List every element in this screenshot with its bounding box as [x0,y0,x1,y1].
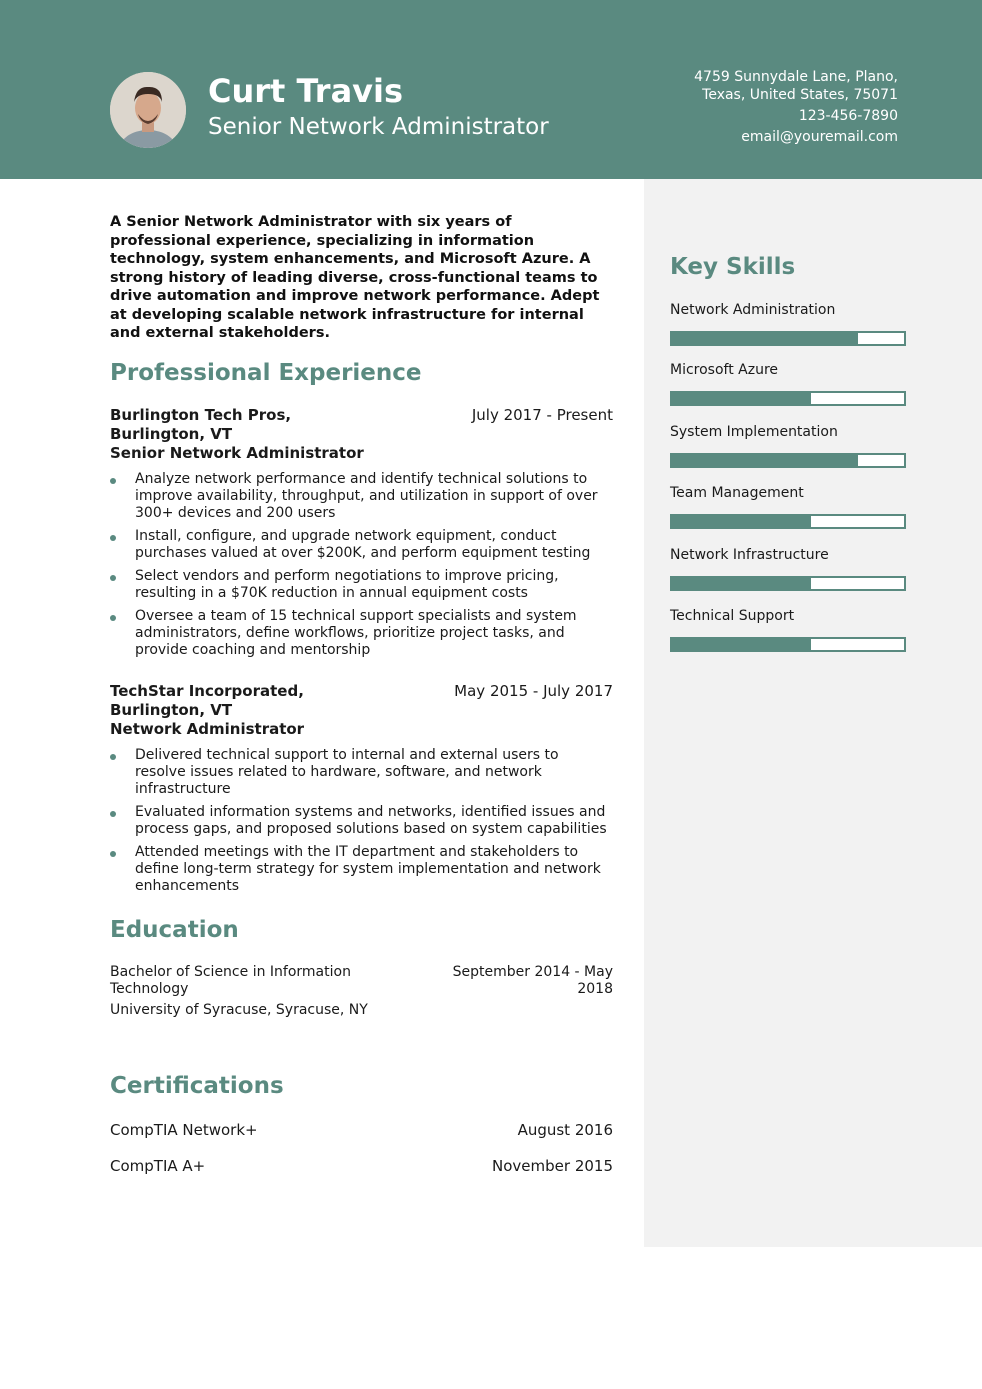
degree: Bachelor of Science in Information Technology [110,964,351,997]
skill-item [670,608,906,652]
email[interactable]: email@youremail.com [741,129,898,145]
list-item: Oversee a team of 15 technical support specialists and system administrators, define workflows, prioritize project tasks, and provide coaching and mentorship [110,608,613,659]
job-dates: May 2015 - July 2017 [454,682,613,700]
skill-bar-fill [672,578,811,589]
certifications-heading: Certifications [110,1073,284,1099]
bullet-icon [110,754,116,760]
profile-photo-icon [110,72,186,148]
skills-heading: Key Skills [670,254,796,280]
skill-label: System Implementation [670,424,838,440]
list-item: Delivered technical support to internal and external users to resolve issues related to hardware, software, and network infrastructure [110,747,613,798]
bullet-icon [110,478,116,484]
skill-item [670,485,906,529]
list-item: Attended meetings with the IT department and stakeholders to define long-term strategy for system implementation and network enhancements [110,844,613,895]
job-dates: July 2017 - Present [471,406,613,424]
certification-name: CompTIA A+ [110,1157,206,1175]
skill-bar [670,453,906,468]
skill-bar [670,576,906,591]
skill-item [670,362,906,406]
skill-item [670,424,906,468]
job-bullets [110,471,613,659]
education-entry [110,964,613,1019]
skill-label: Network Infrastructure [670,547,829,563]
address: 4759 Sunnydale Lane, Plano, Texas, United States, 75071 [694,69,898,103]
summary: A Senior Network Administrator with six years of professional experience, specializing in information technology, system enhancements, and Microsoft Azure. A strong history of leading diverse, cross-functional teams to drive automation and improve network performance. Adept at developing scalable network infrastructure for internal and external stakeholders. [110,214,600,341]
job-entry [110,682,613,901]
skill-label: Network Administration [670,302,836,318]
job-company: TechStar Incorporated, Burlington, VT [110,682,304,719]
skill-bar [670,514,906,529]
list-item: Install, configure, and upgrade network equipment, conduct purchases valued at over $200K, and perform equipment testing [110,528,613,562]
certification-item [110,1121,613,1139]
candidate-name: Curt Travis [208,72,404,110]
skill-item [670,547,906,591]
education-heading: Education [110,917,239,943]
job-entry [110,406,613,665]
skill-bar-fill [672,455,858,466]
job-role: Network Administrator [110,720,305,738]
skill-item [670,302,906,346]
certification-item [110,1157,613,1175]
candidate-title: Senior Network Administrator [208,114,549,140]
skill-label: Team Management [670,485,804,501]
bullet-icon [110,811,116,817]
skill-bar-fill [672,333,858,344]
bullet-icon [110,615,116,621]
skill-bar-fill [672,393,811,404]
avatar [110,72,186,148]
certification-date: November 2015 [492,1157,613,1175]
list-item: Evaluated information systems and networks, identified issues and process gaps, and proposed solutions based on system capabilities [110,804,613,838]
list-item: Select vendors and perform negotiations to improve pricing, resulting in a $70K reduction in annual equipment costs [110,568,613,602]
phone: 123-456-7890 [798,108,898,124]
certification-date: August 2016 [517,1121,613,1139]
bullet-icon [110,851,116,857]
job-company: Burlington Tech Pros, Burlington, VT [110,406,292,443]
bullet-icon [110,535,116,541]
bullet-icon [110,575,116,581]
school: University of Syracuse, Syracuse, NY [110,1002,368,1018]
header-banner [0,0,982,179]
skill-bar-fill [672,516,811,527]
contact-block [658,68,898,146]
job-role: Senior Network Administrator [110,444,364,462]
list-item: Analyze network performance and identify technical solutions to improve availability, throughput, and utilization in support of over 300+ devices and 200 users [110,471,613,522]
skill-label: Microsoft Azure [670,362,779,378]
experience-heading: Professional Experience [110,360,422,386]
skill-bar [670,637,906,652]
skill-bar [670,391,906,406]
skill-bar-fill [672,639,811,650]
job-bullets [110,747,613,895]
education-dates: September 2014 - May 2018 [452,964,613,997]
skill-label: Technical Support [670,608,795,624]
certification-name: CompTIA Network+ [110,1121,258,1139]
skill-bar [670,331,906,346]
